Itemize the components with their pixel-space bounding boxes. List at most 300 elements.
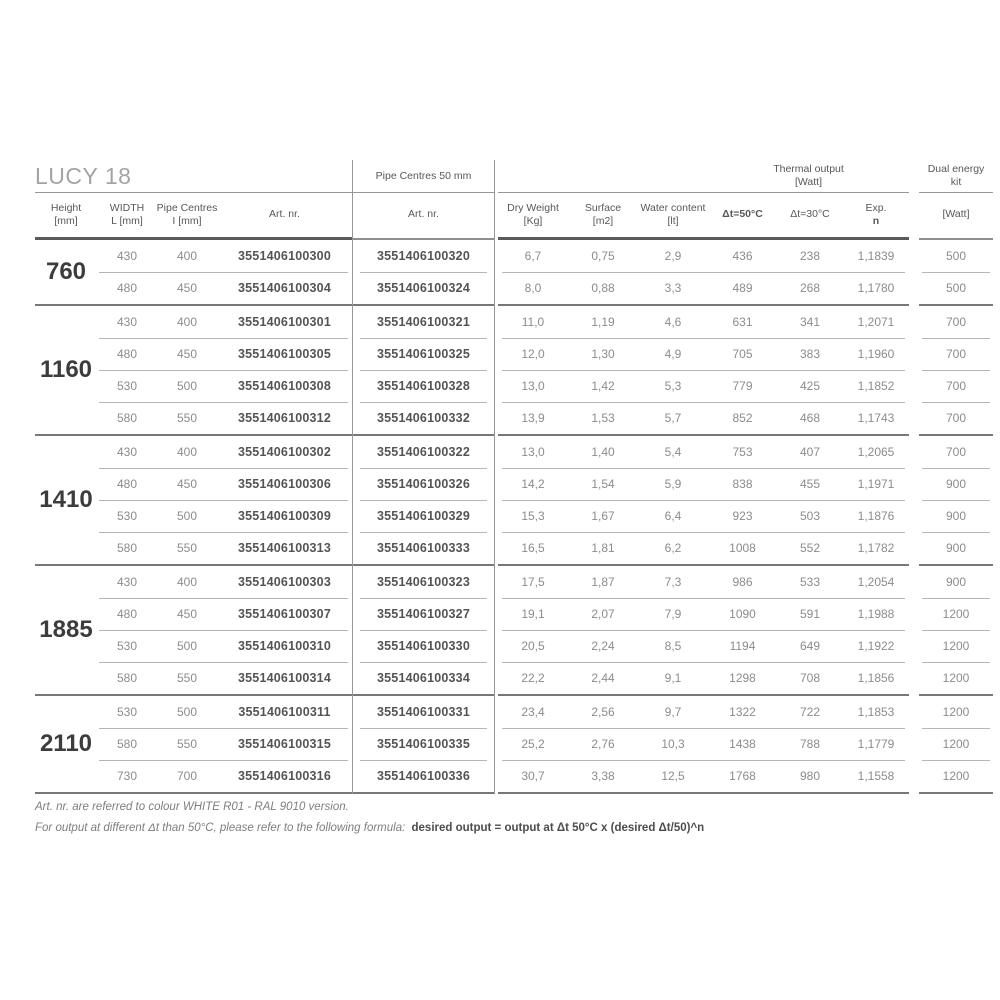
table-row	[498, 240, 909, 272]
water-content-value: 9,7	[664, 705, 682, 719]
output-dt50-value: 631	[732, 315, 753, 329]
dry-weight-column-header: Dry Weight [Kg]	[507, 201, 559, 227]
table-row	[353, 696, 494, 728]
exp-n-value: 1,1743	[857, 411, 895, 425]
height-value: 2110	[39, 730, 93, 757]
dry-weight-value: 12,0	[521, 347, 545, 361]
dual-energy-value: 900	[945, 477, 967, 491]
dual-energy-block	[919, 160, 993, 794]
pipe-centres-value: 500	[176, 379, 198, 393]
height-group	[353, 304, 494, 434]
height-group	[353, 434, 494, 564]
table-row	[919, 662, 993, 694]
table-row	[919, 370, 993, 402]
width-column-header: WIDTH L [mm]	[109, 201, 145, 227]
art-nr-50-value: 3551406100324	[377, 281, 470, 295]
table-row	[498, 630, 909, 662]
performance-data-block	[498, 160, 909, 794]
left-column-headers	[35, 193, 352, 236]
table-row	[919, 696, 993, 728]
pipe-centres-value: 550	[176, 737, 198, 751]
footnote-formula	[35, 818, 795, 839]
art-nr-value: 3551406100303	[238, 575, 331, 589]
output-dt30-value: 238	[799, 249, 821, 263]
width-value: 480	[116, 347, 138, 361]
pipe-centres-value: 500	[176, 509, 198, 523]
output-dt30-value: 722	[799, 705, 821, 719]
footnote-colour: Art. nr. are referred to colour WHITE R01 - RAL 9010 version.	[35, 801, 349, 813]
table-row	[919, 760, 993, 792]
height-group	[919, 694, 993, 792]
output-dt30-value: 649	[799, 639, 821, 653]
thermal-output-group-row	[498, 160, 909, 193]
surface-value: 1,67	[591, 509, 615, 523]
pipe-centres-50-block	[352, 160, 495, 794]
dual-energy-value: 900	[945, 509, 967, 523]
dual-energy-value: 700	[945, 379, 967, 393]
footnote-formula-intro: For output at different Δt than 50°C, please refer to the following formula:	[35, 822, 406, 834]
left-body	[35, 240, 352, 794]
art-nr-50-value: 3551406100331	[377, 705, 470, 719]
width-value: 530	[116, 379, 138, 393]
dry-weight-value: 15,3	[521, 509, 545, 523]
table-row	[498, 696, 909, 728]
art-nr-value: 3551406100310	[238, 639, 331, 653]
surface-value: 0,75	[591, 249, 615, 263]
output-dt50-value: 436	[732, 249, 753, 263]
table-row	[97, 598, 352, 630]
dt30-column-header: Δt=30°C	[790, 208, 830, 220]
exp-n-value: 1,1853	[857, 705, 895, 719]
table-row	[353, 630, 494, 662]
surface-value: 2,24	[591, 639, 615, 653]
width-value: 580	[116, 411, 138, 425]
water-content-value: 2,9	[664, 249, 682, 263]
footnotes	[35, 797, 795, 839]
dry-weight-value: 13,9	[521, 411, 545, 425]
art-nr-value: 3551406100307	[238, 607, 331, 621]
output-dt50-value: 1090	[729, 607, 756, 621]
pipe-centres-value: 450	[176, 347, 198, 361]
table-row	[353, 598, 494, 630]
table-row	[919, 500, 993, 532]
pipe-centres-value: 400	[176, 249, 198, 263]
water-content-value: 5,3	[664, 379, 682, 393]
table-row	[498, 272, 909, 304]
exp-n-value: 1,1922	[857, 639, 895, 653]
dual-energy-value: 500	[945, 281, 967, 295]
height-group	[35, 434, 352, 564]
table-row	[498, 728, 909, 760]
dual-energy-value: 500	[945, 249, 967, 263]
art-nr-value: 3551406100305	[238, 347, 331, 361]
dual-energy-value: 900	[945, 541, 967, 555]
dual-energy-value: 700	[945, 315, 967, 329]
dry-weight-value: 19,1	[521, 607, 545, 621]
table-row	[919, 436, 993, 468]
exp-n-value: 1,1839	[857, 249, 895, 263]
output-dt30-value: 455	[799, 477, 821, 491]
table-row	[97, 370, 352, 402]
output-dt50-value: 1298	[729, 671, 756, 685]
exp-n-value: 1,2065	[857, 445, 895, 459]
output-dt50-value: 1438	[729, 737, 756, 751]
art-nr-50-column-header: Art. nr.	[408, 208, 439, 220]
output-dt50-value: 705	[732, 347, 753, 361]
surface-value: 0,88	[591, 281, 615, 295]
dual-body	[919, 240, 993, 794]
output-dt50-value: 1768	[729, 769, 756, 783]
table-row	[353, 662, 494, 694]
output-dt30-value: 407	[799, 445, 821, 459]
width-value: 480	[116, 607, 138, 621]
art-nr-value: 3551406100308	[238, 379, 331, 393]
width-value: 580	[116, 737, 138, 751]
height-group	[919, 240, 993, 304]
output-dt30-value: 503	[799, 509, 821, 523]
height-group	[498, 304, 909, 434]
height-group	[35, 694, 352, 792]
exp-n-column-header: Exp. n	[865, 201, 887, 227]
water-content-value: 6,2	[664, 541, 682, 555]
width-value: 530	[116, 639, 138, 653]
table-row	[498, 500, 909, 532]
product-title: LUCY 18	[35, 163, 132, 189]
dry-weight-value: 6,7	[524, 249, 542, 263]
table-row	[353, 370, 494, 402]
table-row	[498, 402, 909, 434]
dry-weight-value: 16,5	[521, 541, 545, 555]
art-nr-value: 3551406100306	[238, 477, 331, 491]
width-value: 430	[116, 445, 138, 459]
art-nr-50-value: 3551406100333	[377, 541, 470, 555]
height-group	[353, 694, 494, 792]
art-nr-50-value: 3551406100320	[377, 249, 470, 263]
table-row	[498, 760, 909, 792]
data-body	[498, 240, 909, 794]
surface-value: 1,42	[591, 379, 615, 393]
dt50-column-header: Δt=50°C	[722, 208, 763, 220]
water-content-value: 12,5	[661, 769, 685, 783]
table-row	[498, 662, 909, 694]
output-dt30-value: 468	[799, 411, 821, 425]
table-row	[97, 468, 352, 500]
water-content-value: 3,3	[664, 281, 682, 295]
pipe-centres-50-title: Pipe Centres 50 mm	[353, 160, 494, 193]
exp-n-value: 1,1780	[857, 281, 895, 295]
art-nr-value: 3551406100301	[238, 315, 331, 329]
output-dt30-value: 980	[799, 769, 821, 783]
surface-value: 1,30	[591, 347, 615, 361]
table-row	[498, 532, 909, 564]
art-nr-50-value: 3551406100335	[377, 737, 470, 751]
exp-n-value: 1,1960	[857, 347, 895, 361]
height-group	[498, 694, 909, 792]
table-row	[353, 532, 494, 564]
dry-weight-value: 17,5	[521, 575, 545, 589]
exp-n-value: 1,1971	[857, 477, 895, 491]
height-group	[35, 304, 352, 434]
dry-weight-value: 11,0	[521, 315, 545, 329]
table-row	[97, 728, 352, 760]
dry-weight-value: 25,2	[521, 737, 545, 751]
table-row	[919, 338, 993, 370]
table-row	[353, 272, 494, 304]
height-group	[498, 434, 909, 564]
art-nr-50-value: 3551406100325	[377, 347, 470, 361]
dual-energy-value: 1200	[942, 607, 970, 621]
art-nr-50-value: 3551406100323	[377, 575, 470, 589]
height-value: 1885	[39, 616, 93, 643]
dual-energy-value: 1200	[942, 639, 970, 653]
dual-energy-value: 700	[945, 411, 967, 425]
output-dt30-value: 708	[799, 671, 821, 685]
dry-weight-value: 23,4	[521, 705, 545, 719]
pipe-centres-column-header: Pipe Centres I [mm]	[156, 201, 218, 227]
table-row	[353, 566, 494, 598]
height-value: 1410	[39, 486, 93, 513]
art-nr-50-value: 3551406100332	[377, 411, 470, 425]
surface-value: 2,07	[591, 607, 615, 621]
width-value: 580	[116, 671, 138, 685]
dual-energy-value: 1200	[942, 769, 970, 783]
height-group	[35, 564, 352, 694]
water-content-column-header: Water content [lt]	[640, 201, 706, 227]
pipe-centres-value: 550	[176, 541, 198, 555]
width-value: 430	[116, 315, 138, 329]
dry-weight-value: 20,5	[521, 639, 545, 653]
water-content-value: 8,5	[664, 639, 682, 653]
table-row	[97, 566, 352, 598]
table-row	[498, 370, 909, 402]
dry-weight-value: 13,0	[521, 379, 545, 393]
output-dt50-value: 923	[732, 509, 753, 523]
art-nr-50-value: 3551406100330	[377, 639, 470, 653]
table-row	[919, 566, 993, 598]
surface-value: 2,44	[591, 671, 615, 685]
surface-value: 3,38	[591, 769, 615, 783]
data-column-headers	[498, 193, 909, 236]
output-dt50-value: 779	[732, 379, 753, 393]
width-value: 730	[116, 769, 138, 783]
exp-n-value: 1,1876	[857, 509, 895, 523]
table-row	[353, 240, 494, 272]
width-value: 430	[116, 249, 138, 263]
art-nr-50-value: 3551406100336	[377, 769, 470, 783]
height-value: 760	[45, 258, 87, 285]
thermal-header-spacer	[498, 160, 708, 192]
table-row	[97, 240, 352, 272]
height-group	[919, 434, 993, 564]
exp-n-value: 1,1782	[857, 541, 895, 555]
art-nr-50-value: 3551406100329	[377, 509, 470, 523]
table-row	[353, 468, 494, 500]
spec-table	[35, 160, 993, 794]
main-table-header	[35, 160, 352, 240]
dry-weight-value: 8,0	[524, 281, 542, 295]
width-value: 530	[116, 509, 138, 523]
output-dt50-value: 489	[732, 281, 753, 295]
art-nr-50-value: 3551406100326	[377, 477, 470, 491]
art-nr-50-value: 3551406100321	[377, 315, 470, 329]
water-content-value: 5,4	[664, 445, 682, 459]
mid-body	[353, 240, 494, 794]
pipe-centres-value: 400	[176, 315, 198, 329]
width-value: 430	[116, 575, 138, 589]
table-row	[353, 500, 494, 532]
thermal-output-header: Thermal output [Watt]	[773, 163, 844, 188]
table-row	[97, 532, 352, 564]
table-row	[919, 630, 993, 662]
height-column-header: Height [mm]	[50, 201, 82, 227]
output-dt30-value: 788	[799, 737, 821, 751]
table-row	[919, 402, 993, 434]
pipe-centres-value: 400	[176, 575, 198, 589]
dual-energy-value: 1200	[942, 671, 970, 685]
output-dt30-value: 552	[799, 541, 821, 555]
width-value: 580	[116, 541, 138, 555]
output-dt30-value: 425	[799, 379, 821, 393]
water-content-value: 4,9	[664, 347, 682, 361]
table-row	[498, 338, 909, 370]
height-value: 1160	[39, 356, 93, 383]
water-content-value: 7,9	[664, 607, 682, 621]
table-row	[498, 436, 909, 468]
dual-energy-value: 700	[945, 445, 967, 459]
art-nr-value: 3551406100309	[238, 509, 331, 523]
output-dt50-value: 852	[732, 411, 753, 425]
water-content-value: 6,4	[664, 509, 682, 523]
dry-weight-value: 13,0	[521, 445, 545, 459]
art-nr-value: 3551406100311	[238, 705, 331, 719]
table-row	[353, 306, 494, 338]
water-content-value: 10,3	[661, 737, 685, 751]
height-group	[353, 240, 494, 304]
water-content-value: 5,9	[664, 477, 682, 491]
dual-energy-unit-header: [Watt]	[942, 208, 970, 220]
surface-value: 2,76	[591, 737, 615, 751]
table-row	[97, 760, 352, 792]
pipe-centres-value: 550	[176, 411, 198, 425]
surface-value: 1,54	[591, 477, 615, 491]
art-nr-value: 3551406100302	[238, 445, 331, 459]
surface-value: 1,81	[591, 541, 615, 555]
output-dt50-value: 753	[732, 445, 753, 459]
pipe-centres-value: 500	[176, 639, 198, 653]
surface-column-header: Surface [m2]	[584, 201, 622, 227]
surface-value: 1,53	[591, 411, 615, 425]
table-row	[97, 272, 352, 304]
pipe-centres-value: 400	[176, 445, 198, 459]
art-nr-value: 3551406100314	[238, 671, 331, 685]
surface-value: 1,87	[591, 575, 615, 589]
art-nr-50-value: 3551406100322	[377, 445, 470, 459]
table-row	[919, 532, 993, 564]
dual-energy-value: 700	[945, 347, 967, 361]
height-group	[919, 564, 993, 694]
surface-value: 1,19	[591, 315, 615, 329]
art-nr-value: 3551406100313	[238, 541, 331, 555]
exp-n-value: 1,2054	[857, 575, 895, 589]
dry-weight-value: 30,7	[521, 769, 545, 783]
output-dt50-value: 1008	[729, 541, 756, 555]
footnote-formula-expression: desired output = output at Δt 50°C x (desired Δt/50)^n	[411, 822, 705, 834]
table-row	[498, 468, 909, 500]
table-row	[97, 696, 352, 728]
table-row	[353, 760, 494, 792]
table-row	[97, 436, 352, 468]
exp-n-value: 1,1852	[857, 379, 895, 393]
dual-energy-value: 1200	[942, 737, 970, 751]
width-value: 480	[116, 281, 138, 295]
table-row	[919, 306, 993, 338]
main-table-block	[35, 160, 352, 794]
height-group	[919, 304, 993, 434]
table-row	[97, 500, 352, 532]
table-row	[498, 566, 909, 598]
height-group	[35, 240, 352, 304]
output-dt50-value: 986	[732, 575, 753, 589]
height-group	[353, 564, 494, 694]
height-group	[498, 564, 909, 694]
table-row	[919, 598, 993, 630]
title-row	[35, 160, 352, 193]
output-dt50-value: 1194	[729, 639, 756, 653]
dry-weight-value: 14,2	[521, 477, 545, 491]
table-row	[97, 630, 352, 662]
output-dt30-value: 591	[799, 607, 821, 621]
art-nr-50-value: 3551406100327	[377, 607, 470, 621]
art-nr-50-value: 3551406100328	[377, 379, 470, 393]
dual-energy-value: 1200	[942, 705, 970, 719]
table-row	[97, 338, 352, 370]
pipe-centres-50-header	[353, 160, 494, 240]
table-row	[498, 306, 909, 338]
dual-energy-title: Dual energy kit	[919, 160, 993, 193]
water-content-value: 7,3	[664, 575, 682, 589]
dual-energy-value: 900	[945, 575, 967, 589]
surface-value: 1,40	[591, 445, 615, 459]
output-dt30-value: 268	[799, 281, 821, 295]
output-dt50-value: 1322	[729, 705, 756, 719]
art-nr-value: 3551406100312	[238, 411, 331, 425]
art-nr-value: 3551406100315	[238, 737, 331, 751]
pipe-centres-value: 500	[176, 705, 198, 719]
exp-n-value: 1,1558	[857, 769, 895, 783]
output-dt30-value: 533	[799, 575, 821, 589]
height-group	[498, 240, 909, 304]
pipe-centres-value: 450	[176, 281, 198, 295]
surface-value: 2,56	[591, 705, 615, 719]
table-row	[97, 306, 352, 338]
width-value: 530	[116, 705, 138, 719]
output-dt30-value: 383	[799, 347, 821, 361]
table-row	[919, 272, 993, 304]
water-content-value: 5,7	[664, 411, 682, 425]
exp-n-value: 1,1856	[857, 671, 895, 685]
table-row	[919, 240, 993, 272]
dual-energy-header	[919, 160, 993, 240]
exp-n-value: 1,2071	[857, 315, 895, 329]
water-content-value: 4,6	[664, 315, 682, 329]
output-dt50-value: 838	[732, 477, 753, 491]
art-nr-value: 3551406100316	[238, 769, 331, 783]
pipe-centres-value: 450	[176, 477, 198, 491]
table-row	[353, 436, 494, 468]
table-row	[97, 662, 352, 694]
table-row	[353, 402, 494, 434]
exp-n-value: 1,1779	[857, 737, 895, 751]
